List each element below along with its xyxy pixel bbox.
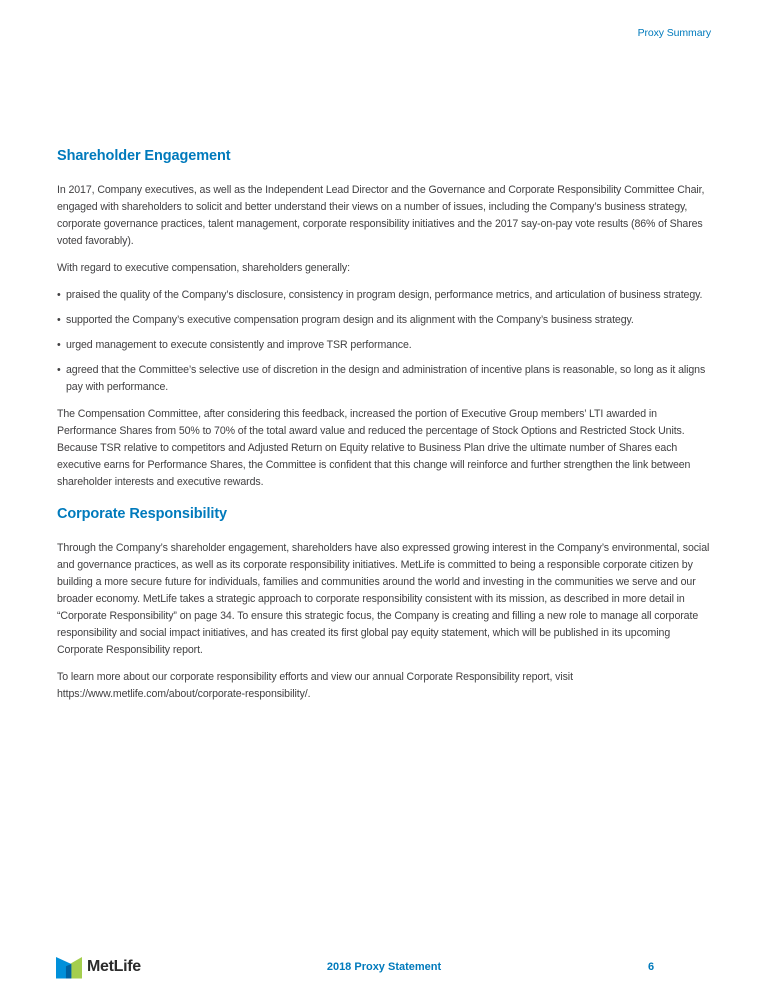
bullet-icon: • [57,339,61,351]
bullet-list [57,287,712,396]
paragraph-engagement-intro: In 2017, Company executives, as well as the Independent Lead Director and the Governance and Corporate Responsibility Committee Chair, engaged with shareholders to solicit and better understand their views on a number of issues, including the Company’s business strategy, corporate governance practices, talent management, corporate responsibility initiatives and the 2017 say-on-pay vote results (86% of Shares voted favorably). [57,184,705,247]
bullet-icon: • [57,314,61,326]
bullet-icon: • [57,364,61,376]
bullet-icon: • [57,289,61,301]
section-shareholder-engagement [57,147,712,491]
page-content [57,147,712,713]
paragraph-responsibility-link: To learn more about our corporate responsibility efforts and view our annual Corporate Responsibility report, visit https://www.metlife.com/about/corporate-responsibility/. [57,671,573,700]
bullet-item [57,312,712,329]
section-corporate-responsibility [57,505,712,703]
bullet-item [57,337,712,354]
bullet-text: praised the quality of the Company’s disclosure, consistency in program design, performance metrics, and articulation of business strategy. [66,289,703,301]
bullet-text: agreed that the Committee’s selective use of discretion in the design and administration of incentive plans is reasonable, so long as it aligns pay with performance. [66,364,706,393]
paragraph-engagement-lead-in: With regard to executive compensation, shareholders generally: [57,262,350,274]
paragraph-engagement-closing: The Compensation Committee, after considering this feedback, increased the portion of Executive Group members’ LTI awarded in Performance Shares from 50% to 70% of the total award value and reduced the percentage of Stock Options and Restricted Stock Units. Because TSR relative to competitors and Adjusted Return on Equity relative to Business Plan drive the ultimate number of Shares each executive earns for Performance Shares, the Committee is confident that this change will reinforce and further strengthen the link between shareholder interests and executive rewards. [57,408,691,488]
bullet-text: urged management to execute consistently and improve TSR performance. [66,339,412,351]
bullet-item [57,362,712,396]
paragraph-responsibility-main: Through the Company’s shareholder engagement, shareholders have also expressed growing interest in the Company’s environmental, social and governance practices, as well as its corporate responsibility initiatives. MetLife is committed to being a responsible corporate citizen by building a more secure future for individuals, families and communities around the world and investing in the communities we serve and our broader economy. MetLife takes a strategic approach to corporate responsibility consistent with its mission, as described in more detail in “Corporate Responsibility” on page 34. To ensure this strategic focus, the Company is creating and filling a new role to manage all corporate responsibility and social impact initiatives, and has created its first global pay equity statement, which will be published in its upcoming Corporate Responsibility report. [57,542,710,656]
metlife-logo-wordmark: MetLife [87,958,141,975]
bullet-text: supported the Company’s executive compensation program design and its alignment with the Company’s business strategy. [66,314,634,326]
running-header: Proxy Summary [637,27,711,39]
footer-document-title: 2018 Proxy Statement [326,961,442,973]
section-heading-corporate-responsibility: Corporate Responsibility [57,506,228,522]
page-number: 6 [648,961,655,973]
section-heading-shareholder-engagement: Shareholder Engagement [57,148,231,164]
page-footer [0,950,768,990]
bullet-item [57,287,712,304]
